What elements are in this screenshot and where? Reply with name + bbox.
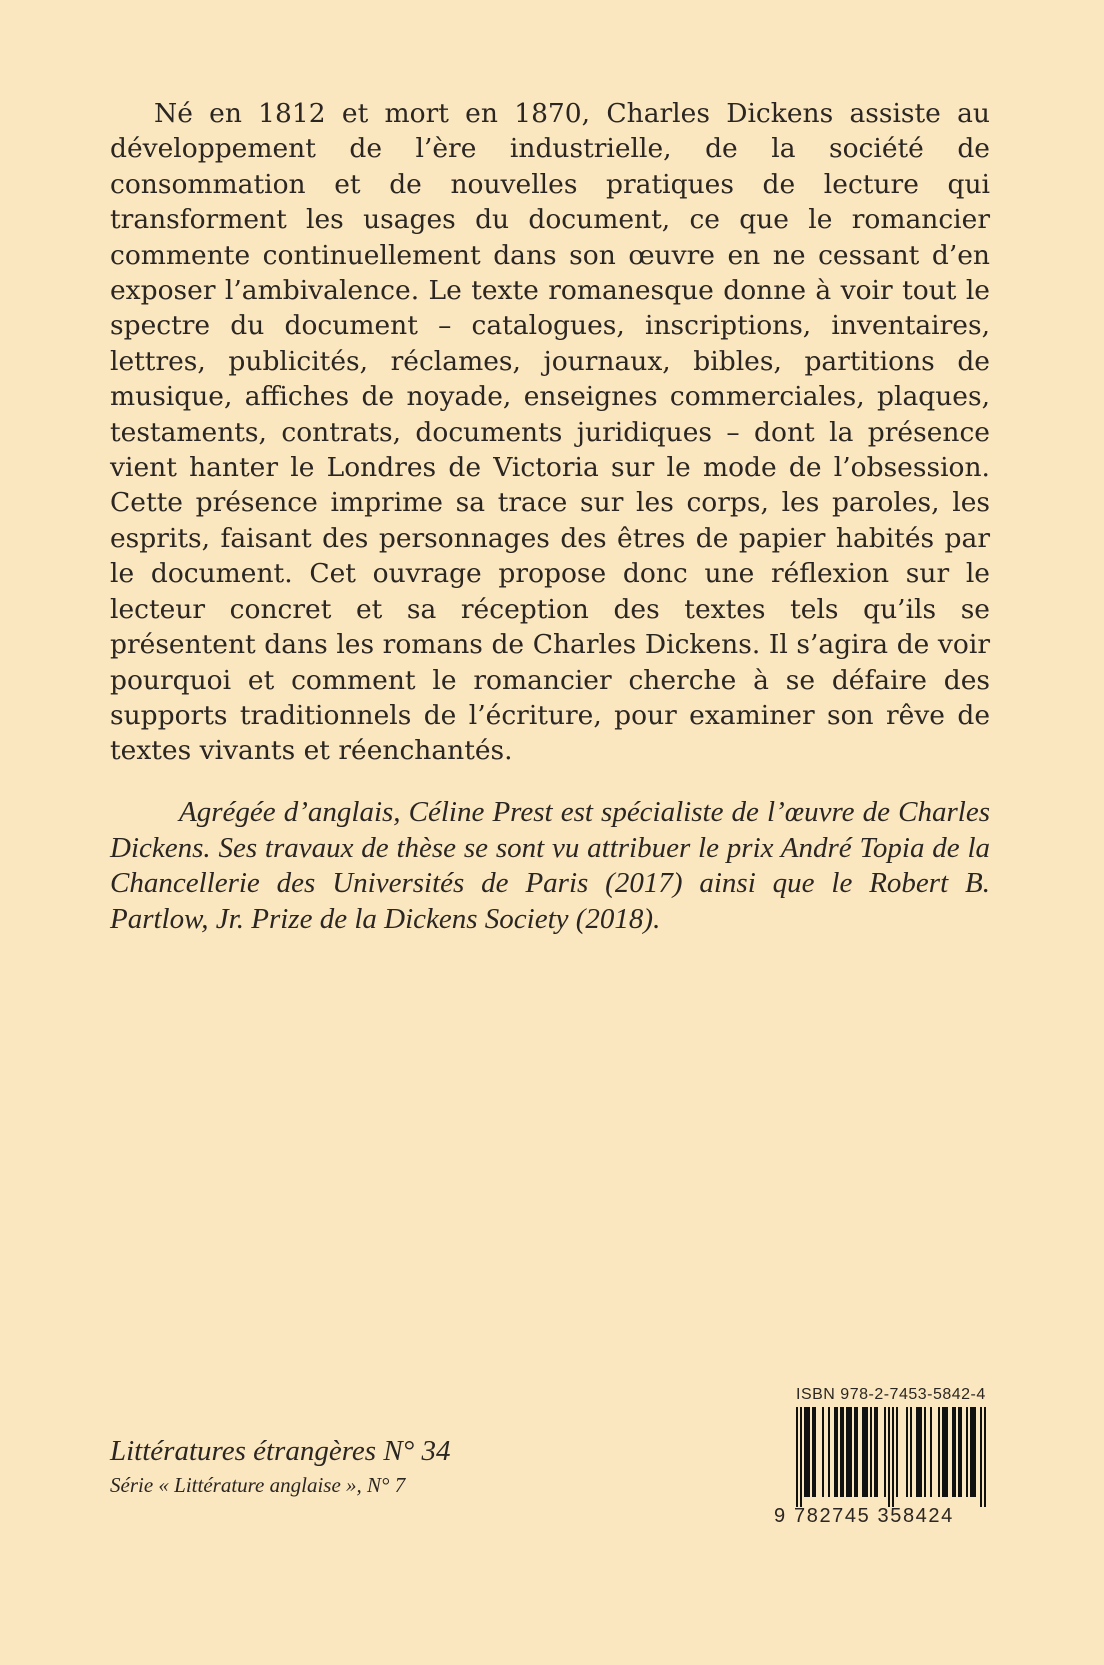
barcode-bar-46 [974,1407,976,1497]
barcode-bar-3 [806,1407,808,1497]
barcode-bar-8 [828,1407,830,1497]
barcode-bar-35 [938,1407,940,1497]
barcode-bar-18 [862,1407,864,1497]
barcode-bar-30 [916,1407,918,1497]
barcode-bar-7 [822,1407,824,1497]
barcode-bar-12 [842,1407,844,1497]
barcode-bar-24 [884,1407,886,1497]
barcode-bar-23 [876,1407,878,1497]
author-bio: Agrégée d’anglais, Céline Prest est spécialiste de l’œuvre de Charles Dickens. Ses travaux de thèse se sont vu attribuer le prix André Topia de la Chancellerie des Universités de Paris (2017) ainsi que le Robert B. Partlow, Jr. Prize de la Dickens Society (2018). [110,796,990,935]
barcode-bar-39 [952,1407,954,1497]
barcode-number: 782745 358424 [794,1505,954,1527]
barcode-bar-31 [918,1407,920,1497]
barcode-bar-4 [808,1407,810,1497]
barcode-bar-48 [984,1407,986,1507]
barcode-bar-16 [854,1407,856,1497]
collection-title: Littératures étrangères N° 34 [110,1435,451,1467]
barcode-bar-29 [910,1407,912,1497]
barcode-bar-43 [966,1407,968,1497]
barcode-bar-21 [870,1407,872,1497]
barcode-bar-14 [848,1407,850,1497]
barcode-bar-17 [856,1407,858,1497]
isbn-label: ISBN 978-2-7453-5842-4 [796,1386,986,1403]
barcode [774,1407,992,1507]
barcode-bar-47 [980,1407,982,1507]
barcode-bar-28 [906,1407,908,1497]
barcode-bar-25 [888,1407,890,1507]
barcode-bar-20 [866,1407,868,1497]
barcode-bar-5 [812,1407,814,1497]
barcode-bar-37 [944,1407,946,1497]
barcode-bar-0 [796,1407,798,1507]
barcode-bar-41 [958,1407,960,1497]
series-info [110,1434,451,1502]
barcode-bar-42 [960,1407,962,1497]
subseries-title: Série « Littérature anglaise », N° 7 [110,1473,406,1497]
barcode-bar-38 [946,1407,948,1497]
barcode-bar-32 [920,1407,922,1497]
barcode-bar-33 [924,1407,926,1497]
barcode-bar-40 [954,1407,956,1497]
barcode-bar-22 [874,1407,876,1497]
barcode-bar-34 [930,1407,932,1497]
barcode-bar-15 [850,1407,852,1497]
barcode-bar-45 [972,1407,974,1497]
barcode-bar-44 [970,1407,972,1497]
barcode-bar-27 [896,1407,898,1497]
barcode-lead-digit: 9 [774,1505,787,1527]
barcode-bar-1 [800,1407,802,1507]
barcode-bar-6 [814,1407,816,1497]
isbn-block [774,1386,992,1527]
book-summary: Né en 1812 et mort en 1870, Charles Dickens assiste au développement de l’ère industrielle, de la société de consommation et de nouvelles pratiques de lecture qui transforment les usages du document, ce que le romancier commente continuellement dans son œuvre en ne cessant d’en exposer l’ambivalence. Le texte romanesque donne à voir tout le spectre du document – catalogues, inscriptions, inventaires, lettres, publicités, réclames, journaux, bibles, partitions de musique, affiches de noyade, enseignes commerciales, plaques, testaments, contrats, documents juridiques – dont la présence vient hanter le Londres de Victoria sur le mode de l’obsession. Cette présence imprime sa trace sur les corps, les paroles, les esprits, faisant des personnages des êtres de papier habités par le document. Cet ouvrage propose donc une réflexion sur le lecteur concret et sa réception des textes tels qu’ils se présentent dans les romans de Charles Dickens. Il s’agira de voir pourquoi et comment le romancier cherche à se défaire des supports traditionnels de l’écriture, pour examiner son rêve de textes vivants et réenchantés. [110,98,990,767]
barcode-bar-11 [840,1407,842,1497]
barcode-bar-36 [942,1407,944,1497]
barcode-bar-13 [846,1407,848,1497]
barcode-bar-26 [892,1407,894,1507]
barcode-bar-10 [836,1407,838,1497]
barcode-bar-2 [804,1407,806,1497]
barcode-bar-9 [834,1407,836,1497]
barcode-bar-19 [864,1407,866,1497]
barcode-digits [774,1505,992,1527]
